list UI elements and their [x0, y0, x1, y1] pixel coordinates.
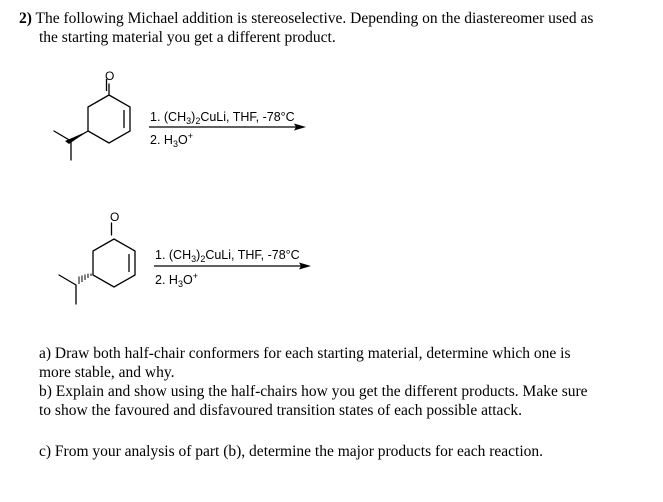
reaction-2-hash-bond: [79, 274, 91, 285]
reaction-1-wedge: [65, 131, 88, 144]
reaction-2-structure: [59, 223, 135, 304]
reaction-1-step-2: 2. $H_3O^+$: [150, 131, 193, 149]
reaction-1-substituent: [54, 131, 88, 160]
question-line-2: the starting material you get a different product.: [39, 29, 336, 46]
part-a-line-2: more stable, and why.: [39, 364, 175, 381]
reaction-1-step-1: 1. $(CH_3)_2CuLi$, THF, -78°C: [150, 110, 295, 126]
part-b: [39, 382, 639, 420]
reaction-1-oxygen: O: [105, 69, 115, 83]
reaction-2-oxygen: O: [110, 210, 120, 224]
part-c-line-1: c) From your analysis of part (b), determine the major products for each reaction.: [39, 443, 543, 460]
reaction-2-step-1: 1. $(CH_3)_2CuLi$, THF, -78°C: [155, 248, 300, 264]
reaction-2-step-2: 2. $H_3O^+$: [155, 271, 198, 289]
reaction-1-structure: [88, 84, 130, 143]
question-number: 2): [19, 10, 32, 27]
part-c: [39, 442, 639, 461]
part-a-line-1: a) Draw both half-chair conformers for each starting material, determine which one is: [39, 345, 571, 362]
part-a: [39, 344, 639, 382]
question-line-1: The following Michael addition is stereoselective. Depending on the diastereomer used as: [35, 10, 594, 27]
part-b-line-2: to show the favoured and disfavoured transition states of each possible attack.: [39, 402, 522, 419]
part-b-line-1: b) Explain and show using the half-chairs how you get the different products. Make sure: [39, 383, 588, 400]
